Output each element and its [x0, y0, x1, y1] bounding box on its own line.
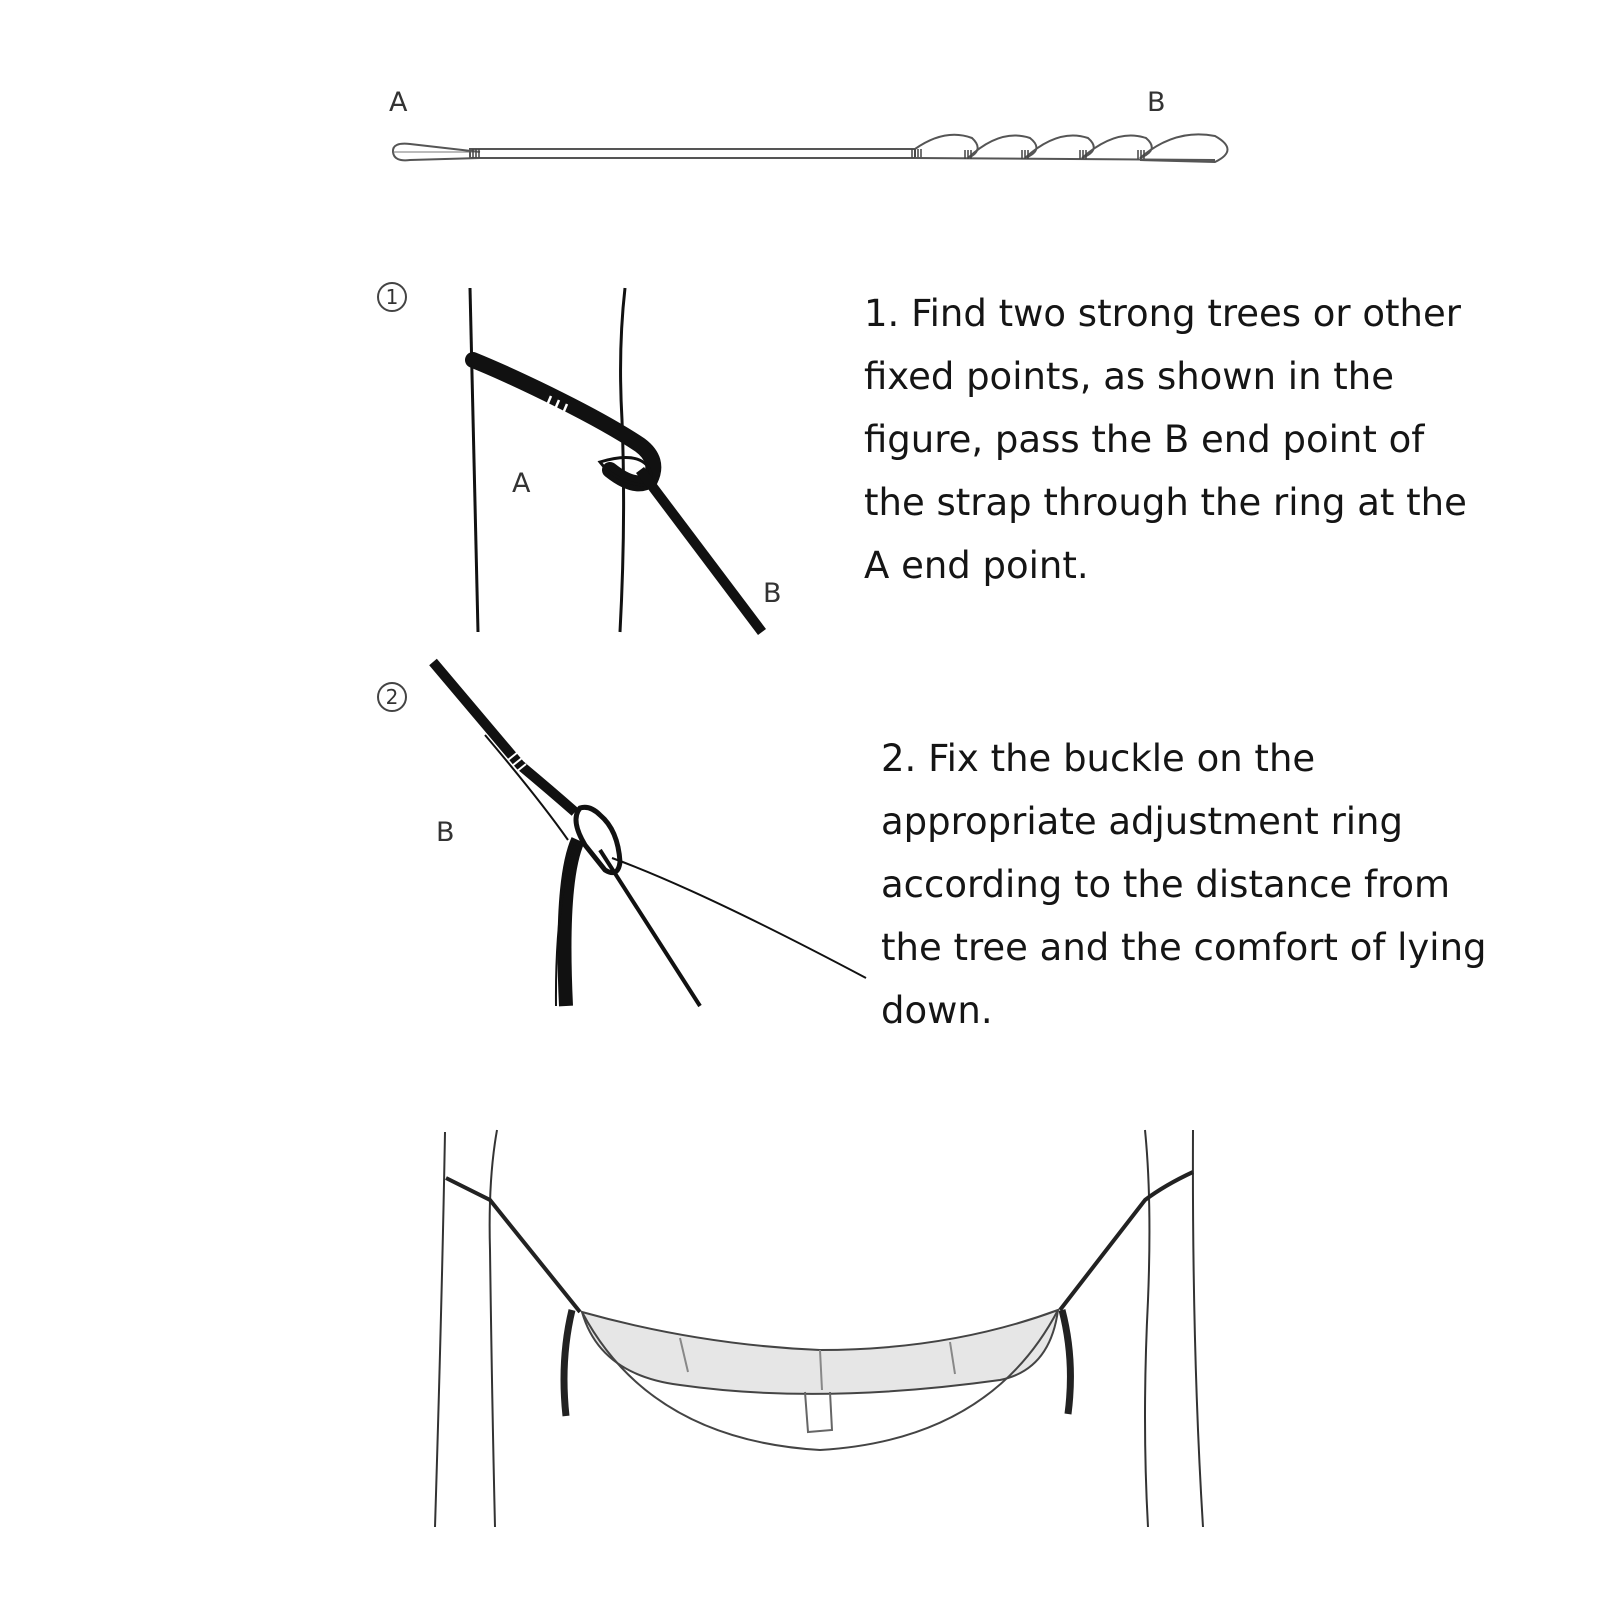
step1-marker: 1 [377, 282, 407, 312]
hammock-pocket [805, 1392, 832, 1432]
final-setup-figure [435, 1130, 1203, 1527]
step1-strap-tail [640, 470, 762, 632]
step2-carabiner [576, 807, 620, 872]
step1-line: 1. Find two strong trees or other [864, 292, 1461, 335]
step2-line: 2. Fix the buckle on the [881, 737, 1316, 780]
step1-line: the strap through the ring at the [864, 481, 1467, 524]
strap-end-b-label: B [1147, 87, 1166, 118]
step2-hammock-line [612, 858, 866, 978]
step1-tree-left-edge [470, 288, 478, 632]
step1-line: fixed points, as shown in the [864, 355, 1394, 398]
step2-strap-upper [433, 662, 575, 812]
step2-label-b: B [436, 817, 455, 848]
step2-line: according to the distance from [881, 863, 1451, 906]
step1-figure [470, 288, 762, 632]
step1-tree-right-edge [620, 288, 625, 632]
step2-line: down. [881, 989, 993, 1032]
right-strap [1060, 1172, 1193, 1310]
step1-label-b: B [763, 578, 782, 609]
step1-strap-wrap [473, 360, 653, 483]
strap-end-a-label: A [389, 87, 408, 118]
step1-line: A end point. [864, 544, 1089, 587]
step1-label-a: A [512, 468, 531, 499]
left-strap [446, 1178, 580, 1312]
step1-line: figure, pass the B end point of [864, 418, 1425, 461]
step1-instruction [864, 282, 1564, 597]
step2-line: the tree and the comfort of lying [881, 926, 1487, 969]
step2-strap-hanging [565, 840, 579, 1006]
right-tree [1145, 1130, 1203, 1527]
step2-line: appropriate adjustment ring [881, 800, 1403, 843]
step2-figure [433, 662, 866, 1006]
strap-body [470, 149, 915, 158]
step2-instruction [881, 727, 1581, 1042]
step2-marker: 2 [377, 682, 407, 712]
strap-illustration [393, 134, 1228, 162]
